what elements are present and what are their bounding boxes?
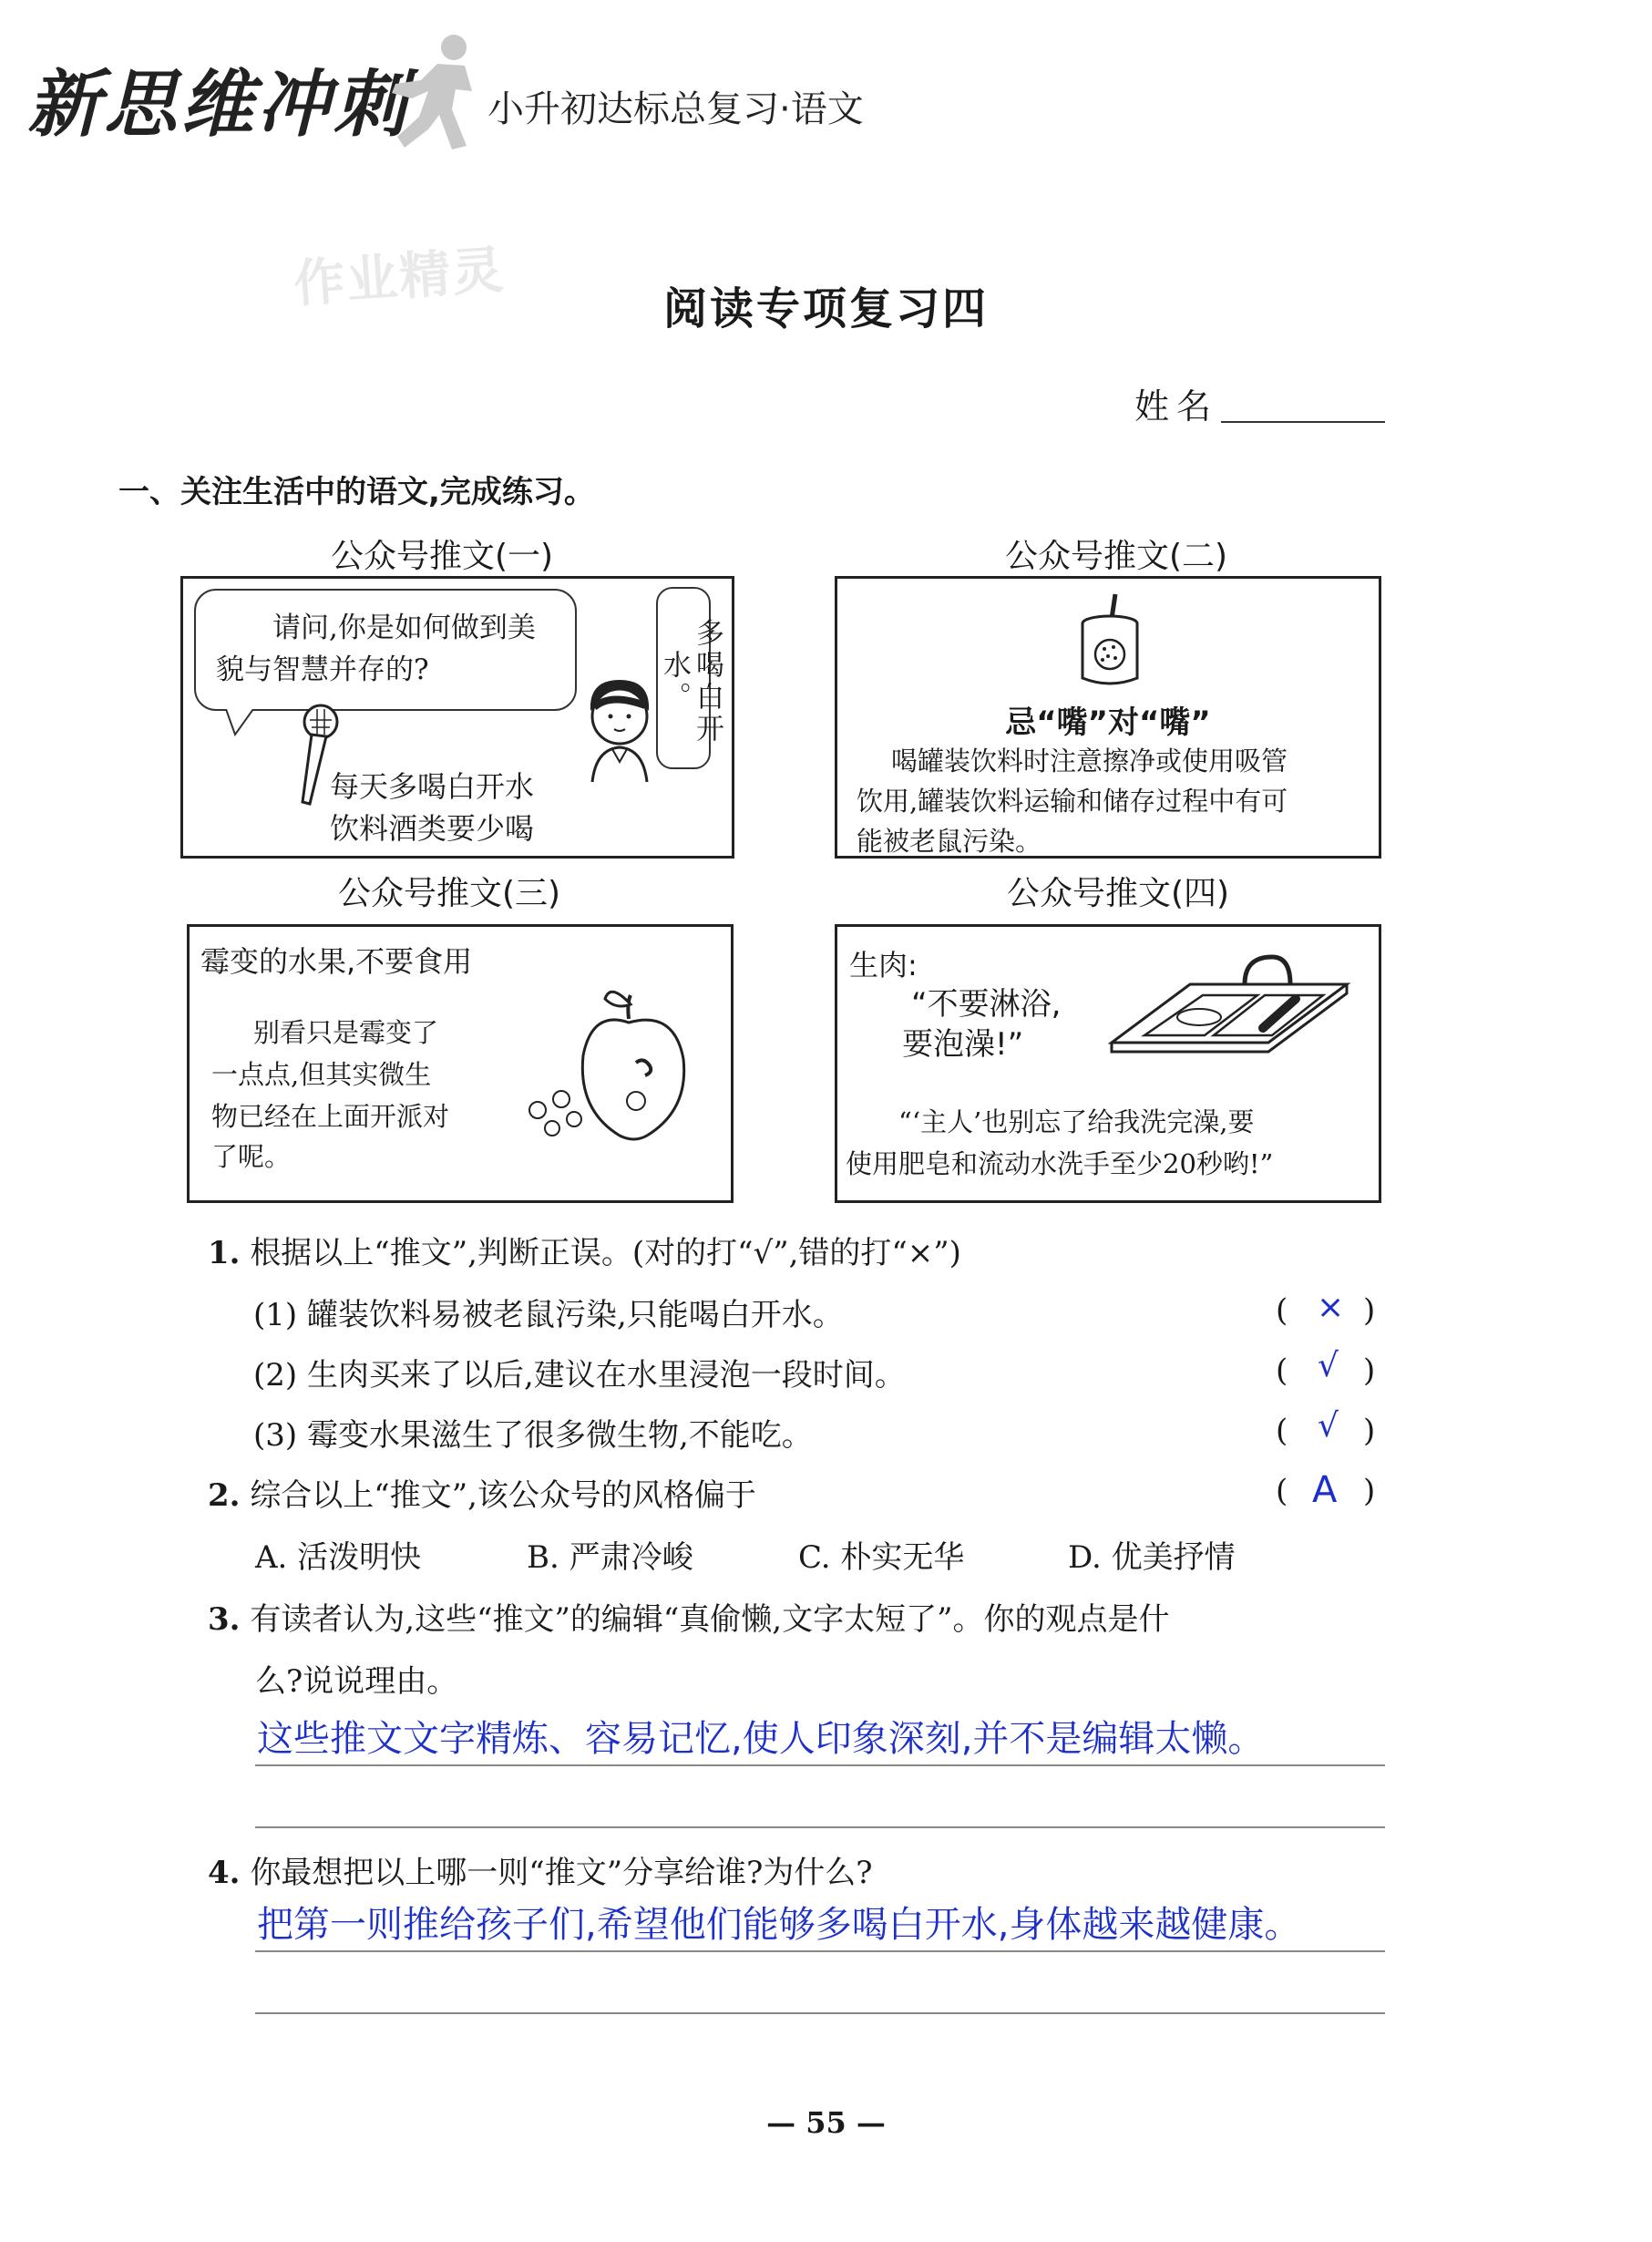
post-2-body-line-2: 饮用,罐装饮料运输和储存过程中有可 xyxy=(857,786,1288,817)
q3-answer[interactable]: 这些推文文字精炼、容易记忆,使人印象深刻,并不是编辑太懒。 xyxy=(257,1718,1265,1760)
post-4-quote-line-2: 要泡澡!” xyxy=(902,1026,1024,1063)
book-subtitle: 小升初达标总复习·语文 xyxy=(487,88,864,130)
post-3-heading: 霉变的水果,不要食用 xyxy=(200,944,473,979)
post-3-body-line-1: 别看只是霉变了 xyxy=(253,1017,439,1048)
q1-item-2: (2) 生肉买来了以后,建议在水里浸泡一段时间。 xyxy=(253,1357,906,1394)
q2-close-paren: ) xyxy=(1363,1473,1376,1509)
post-2-body-line-1: 喝罐装饮料时注意擦净或使用吸管 xyxy=(891,746,1288,776)
post-2-title: 公众号推文(二) xyxy=(1004,538,1228,575)
q1-item-1: (1) 罐装饮料易被老鼠污染,只能喝白开水。 xyxy=(253,1297,844,1333)
q1-item-3-close-paren: ) xyxy=(1363,1413,1376,1449)
moldy-apple-icon xyxy=(519,982,702,1165)
q1-item-3-answer[interactable]: √ xyxy=(1318,1407,1339,1445)
post-1-title: 公众号推文(一) xyxy=(330,538,554,575)
q1-item-3: (3) 霉变水果滋生了很多微生物,不能吃。 xyxy=(253,1417,813,1454)
q4-answer-line-1 xyxy=(255,1950,1385,1952)
post-4-quote-line-1: “不要淋浴, xyxy=(911,986,1062,1023)
runner-icon xyxy=(364,27,501,155)
post-3-title: 公众号推文(三) xyxy=(337,875,561,912)
post-4-body-line-1: “‘主人’也别忘了给我洗完澡,要 xyxy=(898,1106,1255,1137)
post-2-body-line-3: 能被老鼠污染。 xyxy=(857,826,1042,857)
q1-item-1-open-paren: ( xyxy=(1276,1292,1288,1329)
question-3 xyxy=(208,1597,1169,1642)
post-3-body-line-4: 了呢。 xyxy=(211,1141,292,1172)
q2-option-a: A. 活泼明快 xyxy=(255,1539,422,1576)
boy-icon xyxy=(574,674,665,784)
watermark: 作业精灵 xyxy=(292,240,508,315)
q1-item-2-open-paren: ( xyxy=(1276,1352,1288,1389)
q1-item-1-answer[interactable]: × xyxy=(1317,1289,1345,1326)
q2-option-c: C. 朴实无华 xyxy=(798,1539,965,1576)
page-number: — 55 — xyxy=(766,2105,886,2140)
section-heading: 一、关注生活中的语文,完成练习。 xyxy=(118,474,595,510)
question-3-line-2: 么?说说理由。 xyxy=(255,1663,458,1700)
q4-answer-line-2 xyxy=(255,2012,1385,2014)
post-4-title: 公众号推文(四) xyxy=(1006,875,1230,912)
q1-item-3-open-paren: ( xyxy=(1276,1413,1288,1449)
post-1-answer-line-2: 饮料酒类要少喝 xyxy=(330,811,535,846)
question-bubble xyxy=(194,589,577,711)
question-1 xyxy=(208,1230,961,1276)
q4-answer[interactable]: 把第一则推给孩子们,希望他们能够多喝白开水,身体越来越健康。 xyxy=(257,1904,1301,1946)
post-4-label: 生肉: xyxy=(849,948,918,982)
q2-option-d: D. 优美抒情 xyxy=(1068,1539,1236,1576)
q1-item-2-close-paren: ) xyxy=(1363,1352,1376,1389)
q1-item-2-answer[interactable]: √ xyxy=(1318,1347,1339,1384)
question-3-number: 3. xyxy=(208,1601,241,1638)
q3-answer-line-1 xyxy=(255,1764,1385,1766)
question-1-text: 根据以上“推文”,判断正误。(对的打“√”,错的打“×”) xyxy=(250,1235,961,1271)
question-2-text: 综合以上“推文”,该公众号的风格偏于 xyxy=(250,1477,756,1514)
name-label: 姓名 xyxy=(1134,386,1219,427)
question-4 xyxy=(208,1850,873,1896)
sink-icon xyxy=(1108,948,1354,1066)
post-1-answer-line-1: 每天多喝白开水 xyxy=(330,769,535,804)
question-2-number: 2. xyxy=(208,1477,241,1514)
name-blank[interactable] xyxy=(1221,421,1385,423)
question-4-text: 你最想把以上哪一则“推文”分享给谁?为什么? xyxy=(250,1855,873,1891)
vertical-reply-text: 多喝白开水。 xyxy=(658,618,723,746)
question-2 xyxy=(208,1473,756,1518)
q2-answer[interactable]: A xyxy=(1312,1469,1338,1511)
q1-item-1-close-paren: ) xyxy=(1363,1292,1376,1329)
q2-option-b: B. 严肃冷峻 xyxy=(527,1539,693,1576)
question-3-line-1: 有读者认为,这些“推文”的编辑“真偷懒,文字太短了”。你的观点是什 xyxy=(250,1601,1170,1638)
question-1-number: 1. xyxy=(208,1235,241,1271)
post-3-body-line-2: 一点点,但其实微生 xyxy=(211,1059,432,1090)
post-3-body-line-3: 物已经在上面开派对 xyxy=(211,1101,450,1132)
question-4-number: 4. xyxy=(208,1855,241,1891)
drink-can-icon xyxy=(1073,591,1146,691)
post-2-heading: 忌“嘴”对“嘴” xyxy=(1005,704,1211,741)
post-4-body-line-2: 使用肥皂和流动水洗手至少20秒哟!” xyxy=(846,1148,1274,1179)
series-brand: 新思维冲刺 xyxy=(27,61,410,147)
q3-answer-line-2 xyxy=(255,1826,1385,1828)
page-title: 阅读专项复习四 xyxy=(662,283,989,334)
q2-open-paren: ( xyxy=(1276,1473,1288,1509)
bubble-line-2: 貌与智慧并存的? xyxy=(216,653,429,686)
bubble-tail xyxy=(222,709,259,736)
bubble-line-1: 请问,你是如何做到美 xyxy=(272,612,536,644)
